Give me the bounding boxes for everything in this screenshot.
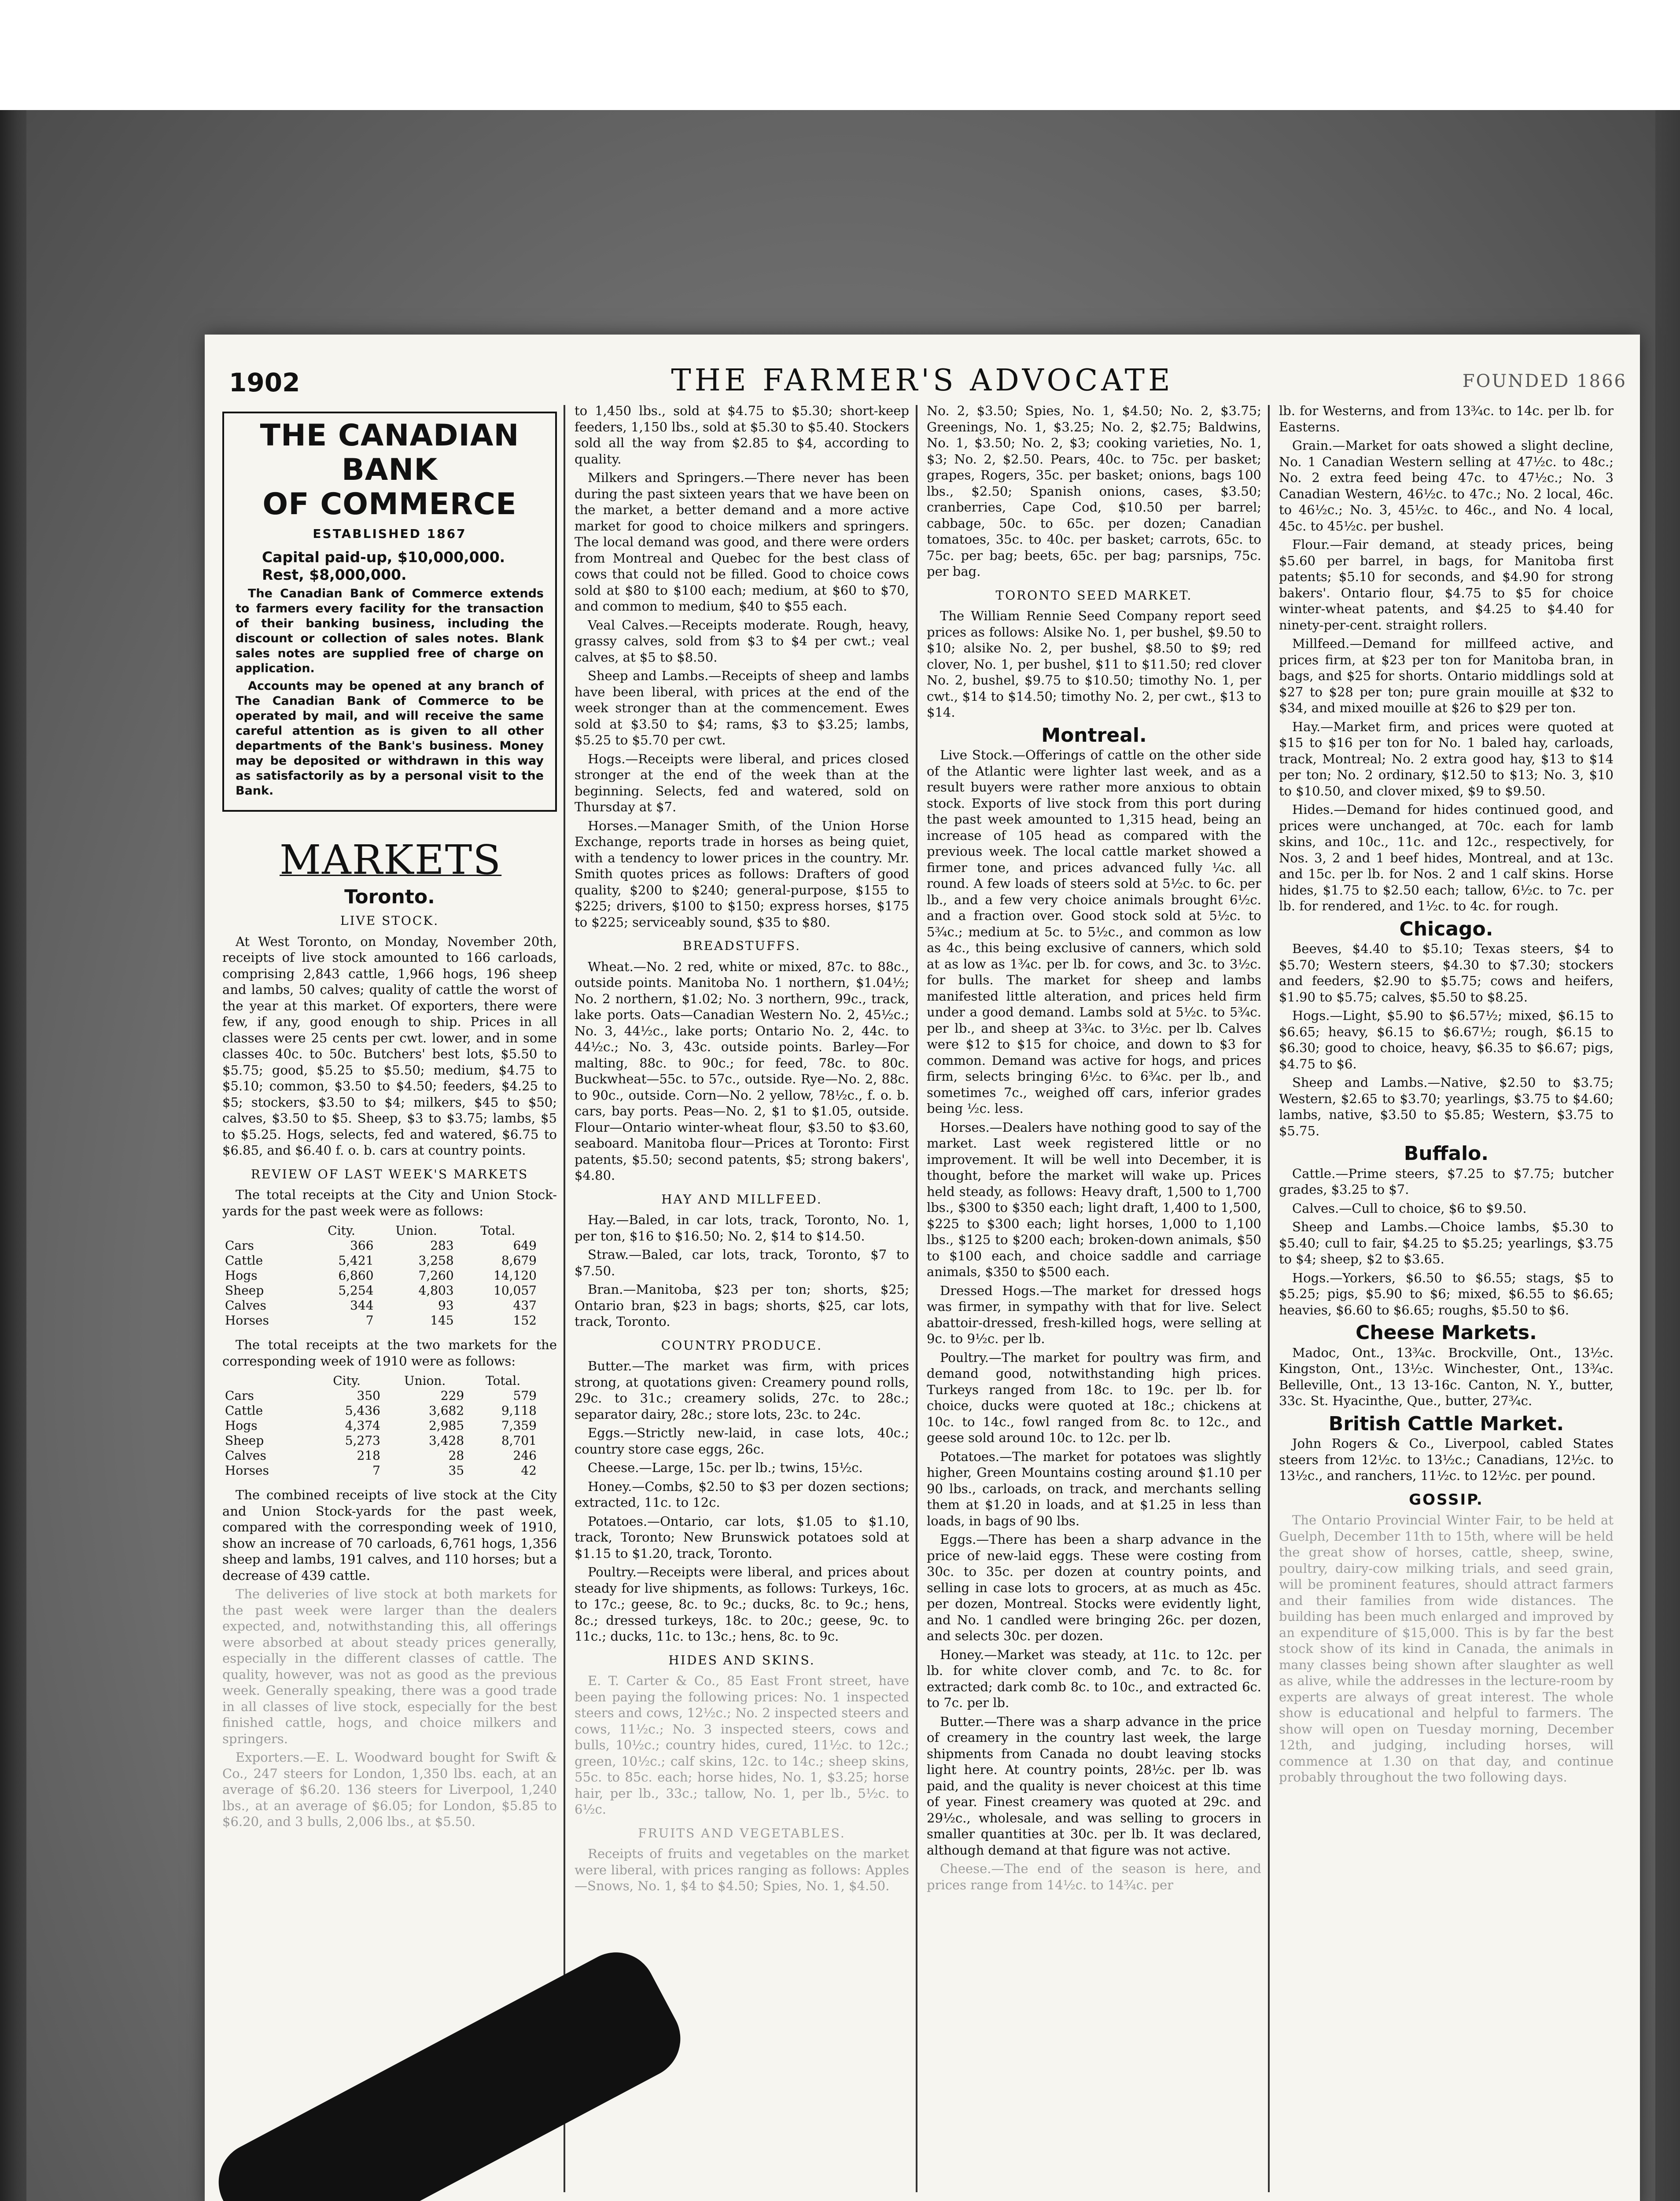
article-paragraph: Milkers and Springers.—There never has been during the past sixteen years that we have been on the market, a better demand and a more active market for good to choice milkers and springers. The local demand was good, and there were orders from Montreal and Quebec for the best class of cows that could not be filled. Good to choice cows sold at $80 to $100 each; medium, at $60 to $70, and common to medium, $40 to $55 each.	[575, 470, 909, 614]
table-row: Cattle 5,421 3,258 8,679	[225, 1253, 537, 1268]
article-paragraph: Hides.—Demand for hides continued good, and prices were unchanged, at 70c. each for lamb skins, and 10c., 11c. and 12c., respectively, for Nos. 3, 2 and 1 beef hides, Montreal, and at 13c. and 15c. per lb. for Nos. 2 and 1 calf skins. Horse hides, $1.75 to $2.50 each; tallow, 6½c. to 7c. per lb. for rendered, and 1½c. to 4c. for rough.	[1279, 802, 1614, 913]
ad-rest: Rest, $8,000,000.	[262, 566, 407, 583]
article-paragraph: Wheat.—No. 2 red, white or mixed, 87c. to 88c., outside points. Manitoba No. 1 northern, $1.04½; No. 2 northern, $1.02; No. 3 northern, 99c., track, lake ports. Oats—Canadian Western No. 2, 45½c.; No. 3, 44½c., lake ports; Ontario No. 2, 44c. to 44½c.; No. 3, 43c. outside points. Barley—For malting, 88c. to 90c.; for feed, 78c. to 80c. Buckwheat—55c. to 57c., outside. Rye—No. 2, 88c. to 90c., outside. Corn—No. 2 yellow, 78½c., f. o. b. cars, bay ports. Peas—No. 2, $1 to $1.05, outside. Flour—Ontario winter-wheat flour, $3.50 to $3.60, seaboard. Manitoba flour—Prices at Toronto: First patents, $5.50; second patents, $5; strong bakers', $4.80.	[575, 959, 909, 1183]
table-row: Cattle 5,436 3,682 9,118	[225, 1403, 537, 1418]
article-paragraph: Sheep and Lambs.—Choice lambs, $5.30 to $5.40; cull to fair, $4.25 to $5.25; yearlings, $3.75 to $4; sheep, $2 to $3.65.	[1279, 1219, 1614, 1266]
article-paragraph: Butter.—The market was firm, with prices strong, at quotations given: Creamery pound rolls, 29c. to 31c.; creamery solids, 27c. to 28c.; separator dairy, 28c.; store lots, 23c. to 24c.	[575, 1358, 909, 1422]
article-paragraph: The Ontario Provincial Winter Fair, to be held at Guelph, December 11th to 15th, where will be held the great show of horses, cattle, sheep, swine, poultry, dairy-cow milking trials, and seed grain, will be prominent features, should attract farmers and their families from wide distances. The building has been much enlarged and improved by an expenditure of $15,000. This is by far the best stock show of its kind in Canada, the animals in many classes being shown after slaughter as well as alive, while the addresses in the lecture-room by experts are always of great interest. The whole show is educational and helpful to farmers. The show will open on Tuesday morning, December 12th, and judging, including horses, will commence at 1.30 on that day, and continue probably throughout the two following days.	[1279, 1513, 1614, 1785]
article-paragraph: Hogs.—Light, $5.90 to $6.57½; mixed, $6.15 to $6.65; heavy, $6.15 to $6.67½; rough, $6.15 to $6.30; good to choice, heavy, $6.35 to $6.67; pigs, $4.75 to $6.	[1279, 1008, 1614, 1071]
receipts-table-1911	[222, 1223, 539, 1328]
table-row: Horses 7 145 152	[225, 1313, 537, 1328]
table-header: Union.	[404, 1373, 446, 1388]
table-header: City.	[328, 1223, 355, 1238]
article-paragraph: Sheep and Lambs.—Receipts of sheep and lambs have been liberal, with prices at the end of the week stronger than at the commencement. Ewes sold at $3.50 to $4; rams, $3 to $3.25; lambs, $5.25 to $5.70 per cwt.	[575, 668, 909, 747]
table-header: Union.	[395, 1223, 437, 1238]
article-paragraph: Hogs.—Yorkers, $6.50 to $6.55; stags, $5 to $5.25; pigs, $5.90 to $6; mixed, $6.55 to $6.65; heavies, $6.60 to $6.65; roughs, $5.50 to $6.	[1279, 1270, 1614, 1318]
column-2	[575, 403, 909, 1897]
table-header: City.	[333, 1373, 361, 1388]
article-paragraph: Sheep and Lambs.—Native, $2.50 to $3.75; Western, $2.65 to $3.70; yearlings, $3.75 to $4.60; lambs, native, $3.50 to $5.85; Western, $3.75 to $5.75.	[1279, 1075, 1614, 1138]
article-paragraph: Veal Calves.—Receipts moderate. Rough, heavy, grassy calves, sold from $3 to $4 per cwt.; veal calves, at $5 to $8.50.	[575, 617, 909, 665]
article-paragraph: Live Stock.—Offerings of cattle on the other side of the Atlantic were lighter last week, and as a result buyers were rather more anxious to obtain stock. Exports of live stock from this port during the past week amounted to 1,315 head, being an increase of 105 head as compared with the previous week. The local cattle market showed a firmer tone, and prices advanced fully ¼c. all round. A few loads of steers sold at 5½c. to 6c. per lb., and a few very choice animals brought 6½c. and a fraction over. Good stock sold at 5½c. to 5¾c.; medium at 5c. to 5½c., and common as low as 4c., this being exclusive of canners, which sold at as low as 1¾c. per lb. for cows, and 3c. to 3½c. for bulls. The market for sheep and lambs manifested little alteration, and prices held firm under a good demand. Lambs sold at 5½c. to 5¾c. per lb., and sheep at 3¾c. to 3½c. per lb. Calves were $12 to $15 for choice, and down to $3 for common. Demand was active for hogs, and prices firm, selects bringing 6½c. to 6¾c. per lb., and sometimes 7c., weighed off cars, inferior grades being ½c. less.	[927, 747, 1261, 1116]
article-paragraph: Poultry.—Receipts were liberal, and prices about steady for live shipments, as follows: Turkeys, 16c. to 17c.; geese, 8c. to 9c.; ducks, 8c. to 9c.; hens, 8c.; dressed turkeys, 18c. to 20c.; geese, 9c. to 11c.; ducks, 11c. to 13c.; hens, 8c. to 9c.	[575, 1564, 909, 1644]
table-header	[222, 1223, 307, 1238]
table-row: Horses 7 35 42	[225, 1463, 537, 1478]
hides-heading: HIDES AND SKINS.	[668, 1653, 815, 1667]
live-stock-subheading: LIVE STOCK.	[340, 913, 439, 928]
article-paragraph: Exporters.—E. L. Woodward bought for Swift & Co., 247 steers for London, 1,350 lbs. each, at an average of $6.20. 136 steers for Liverpool, 1,240 lbs., at an average of $6.05; for London, $5.85 to $6.20, and 3 bulls, 2,006 lbs., at $5.50.	[222, 1750, 557, 1829]
article-paragraph: Horses.—Dealers have nothing good to say of the market. Last week registered little or no improvement. It will be well into December, it is thought, before the market will wake up. Prices held steady, as follows: Heavy draft, 1,500 to 1,700 lbs., $300 to $350 each; light draft, 1,400 to 1,500, $225 to $300 each; light horses, 1,000 to 1,100 lbs., $125 to $200 each; broken-down animals, $50 to $100 each, and choice saddle and carriage animals, $350 to $500 each.	[927, 1119, 1261, 1279]
hay-heading: HAY AND MILLFEED.	[661, 1192, 822, 1207]
table-row: Hogs 4,374 2,985 7,359	[225, 1418, 537, 1433]
article-paragraph: Potatoes.—The market for potatoes was slightly higher, Green Mountains costing around $1.10 per 90 lbs., carloads, on track, and merchants selling them at $1.20 in loads, and at $1.25 in less than loads, in bags of 90 lbs.	[927, 1449, 1261, 1528]
receipts-table-1910	[222, 1373, 539, 1478]
gossip-heading: GOSSIP.	[1409, 1491, 1484, 1509]
article-paragraph: The deliveries of live stock at both markets for the past week were larger than the dealers expected, and, notwithstanding this, all offerings were absorbed at about steady prices generally, especially in the different classes of cattle. The quality, however, was not as good as the previous week. Generally speaking, there was a good trade in all classes of live stock, especially for the best finished cattle, hogs, and choice milkers and springers.	[222, 1586, 557, 1746]
article-paragraph: Potatoes.—Ontario, car lots, $1.05 to $1.10, track, Toronto; New Brunswick potatoes sold at $1.15 to $1.20, track, Toronto.	[575, 1513, 909, 1561]
article-paragraph: Calves.—Cull to choice, $6 to $9.50.	[1292, 1200, 1527, 1216]
table-row: Cars 366 283 649	[225, 1238, 537, 1253]
article-paragraph: Eggs.—There has been a sharp advance in the price of new-laid eggs. These were costing from 30c. to 35c. per dozen at country points, and selling in case lots to grocers, at as much as 45c. per dozen, Montreal. Stocks were evidently light, and No. 1 candled were bringing 26c. per dozen, and selects 30c. per dozen.	[927, 1532, 1261, 1643]
toronto-heading: Toronto.	[344, 885, 435, 908]
table-header: Total.	[486, 1373, 521, 1388]
column-rule	[1268, 405, 1270, 2192]
article-paragraph: Receipts of fruits and vegetables on the market were liberal, with prices ranging as follows: Apples—Snows, No. 1, $4 to $4.50; Spies, No. 1, $4.50.	[575, 1846, 909, 1893]
breadstuffs-heading: BREADSTUFFS.	[682, 939, 801, 953]
table-row: Calves 218 28 246	[225, 1448, 537, 1463]
article-paragraph: Butter.—There was a sharp advance in the price of creamery in the country last week, the large shipments from Canada no doubt leaving stocks light here. At country points, 28½c. per lb. was paid, and the quality is never choicest at this time of year. Finest creamery was quoted at 29c. and 29½c., wholesale, and was selling to grocers in smaller quantities at 30c. per lb. It was declared, although demand at that figure was not active.	[927, 1714, 1261, 1858]
article-paragraph: Grain.—Market for oats showed a slight decline, No. 1 Canadian Western selling at 47½c. to 48c.; No. 2 extra feed being 47c. to 47½c.; No. 3 Canadian Western, 46½c. to 47c.; No. 2 local, 46c. to 46½c.; No. 3, 45½c. to 46c., and No. 4 local, 45c. to 45½c. per bushel.	[1279, 438, 1614, 534]
table-row: Cars 350 229 579	[225, 1388, 537, 1403]
page-header	[205, 359, 1640, 407]
article-paragraph: The total receipts at the City and Union Stock-yards for the past week were as follows:	[222, 1187, 557, 1218]
article-paragraph: Bran.—Manitoba, $23 per ton; shorts, $25; Ontario bran, $23 in bags; shorts, $25, car lots, track, Toronto.	[575, 1282, 909, 1329]
article-paragraph: Flour.—Fair demand, at steady prices, being $5.60 per barrel, in bags, for Manitoba first patents; $5.10 for seconds, and $4.90 for strong bakers'. Ontario flour, $4.75 to $5 for choice winter-wheat patents, and $4.25 to $4.40 for ninety-per-cent. straight rollers.	[1279, 537, 1614, 633]
ad-title-line2: OF COMMERCE	[262, 487, 517, 522]
article-paragraph: Cattle.—Prime steers, $7.25 to $7.75; butcher grades, $3.25 to $7.	[1279, 1166, 1614, 1197]
ad-established: ESTABLISHED 1867	[313, 526, 467, 541]
article-paragraph: At West Toronto, on Monday, November 20th, receipts of live stock amounted to 166 carloads, comprising 2,843 cattle, 1,966 hogs, 196 sheep and lambs, 50 calves; quality of cattle the worst of the year at this market. Of exporters, there were few, if any, good enough to ship. Prices in all classes were 25 cents per cwt. lower, and in some classes 40c. to 50c. Butchers' best lots, $5.50 to $5.75; good, $5.25 to $5.50; medium, $4.75 to $5.10; common, $3.50 to $4.50; feeders, $4.25 to $5; stockers, $3.50 to $4; milkers, $45 to $50; calves, $3.50 to $5. Sheep, $3 to $3.75; lambs, $5 to $5.25. Hogs, selects, fed and watered, $6.75 to $6.85, and $6.40 f. o. b. cars at country points.	[222, 934, 557, 1158]
ad-paragraph: The Canadian Bank of Commerce extends to farmers every facility for the transaction of their banking business, including the discount or collection of sales notes. Blank sales notes are supplied free of charge on application.	[236, 586, 544, 675]
article-paragraph: Cheese.—Large, 15c. per lb.; twins, 15½c.	[588, 1460, 863, 1475]
review-heading: REVIEW OF LAST WEEK'S MARKETS	[251, 1167, 529, 1181]
column-rule	[916, 405, 917, 2192]
table-row: Calves 344 93 437	[225, 1298, 537, 1313]
produce-heading: COUNTRY PRODUCE.	[661, 1338, 823, 1353]
seed-market-heading: TORONTO SEED MARKET.	[995, 588, 1193, 603]
article-paragraph: No. 2, $3.50; Spies, No. 1, $4.50; No. 2, $3.75; Greenings, No. 1, $3.25; No. 2, $2.75; Baldwins, No. 1, $3.50; No. 2, $3; cooking varieties, No. 1, $3; No. 2, $2.50. Pears, 40c. to 75c. per basket; grapes, Rogers, 35c. per basket; onions, bags 100 lbs., $2.50; Spanish onions, cases, $3.50; cranberries, Cape Cod, $10.50 per barrel; cabbage, 50c. to 65c. per dozen; Canadian tomatoes, 35c. to 40c. per basket; carrots, 65c. to 75c. per bag; beets, 65c. per bag; parsnips, 75c. per bag.	[927, 403, 1261, 579]
table-row: Sheep 5,254 4,803 10,057	[225, 1283, 537, 1298]
cheese-markets-heading: Cheese Markets.	[1356, 1321, 1537, 1344]
article-paragraph: Madoc, Ont., 13¾c. Brockville, Ont., 13½c. Kingston, Ont., 13½c. Winchester, Ont., 13¾c. Belleville, Ont., 13 13-16c. Canton, N. Y., butter, 33c. St. Hyacinthe, Que., butter, 27¾c.	[1279, 1345, 1614, 1408]
article-paragraph: Cheese.—The end of the season is here, and prices range from 14½c. to 14¾c. per	[927, 1861, 1261, 1892]
page-number: 1902	[229, 368, 300, 398]
ad-paragraph: Accounts may be opened at any branch of The Canadian Bank of Commerce to be operated by mail, and will receive the same careful attention as is given to all other departments of the Bank's business. Money may be deposited or withdrawn in this way as satisfactorily as by a personal visit to the Bank.	[236, 679, 544, 798]
article-paragraph: Millfeed.—Demand for millfeed active, and prices firm, at $23 per ton for Manitoba bran, in bags, and $25 for shorts. Ontario middlings sold at $27 to $28 per ton; pure grain mouille at $32 to $34, and mixed mouille at $26 to $29 per ton.	[1279, 636, 1614, 715]
publication-title: THE FARMER'S ADVOCATE	[671, 363, 1174, 398]
buffalo-heading: Buffalo.	[1404, 1142, 1489, 1165]
article-paragraph: Beeves, $4.40 to $5.10; Texas steers, $4 to $5.70; Western steers, $4.30 to $7.30; stockers and feeders, $2.90 to $5.75; cows and heifers, $1.90 to $5.75; calves, $5.50 to $8.25.	[1279, 941, 1614, 1005]
article-paragraph: Hay.—Market firm, and prices were quoted at $15 to $16 per ton for No. 1 baled hay, carloads, track, Montreal; No. 2 extra good hay, $13 to $14 per ton; No. 2 ordinary, $12.50 to $13; No. 3, $10 to $10.50, and clover mixed, $9 to $9.50.	[1279, 719, 1614, 799]
article-paragraph: lb. for Westerns, and from 13¾c. to 14c. per lb. for Easterns.	[1279, 403, 1614, 434]
british-cattle-heading: British Cattle Market.	[1328, 1412, 1564, 1435]
article-paragraph: E. T. Carter & Co., 85 East Front street, have been paying the following prices: No. 1 inspected steers and cows, 12½c.; No. 2 inspected steers and cows, 11½c.; No. 3 inspected steers, cows and bulls, 10½c.; country hides, cured, 11½c. to 12c.; green, 10½c.; calf skins, 12c. to 14c.; sheep skins, 55c. to 85c. each; horse hides, No. 1, $3.25; horse hair, per lb., 33c.; tallow, No. 1, per lb., 5½c. to 6½c.	[575, 1673, 909, 1817]
film-border-top	[0, 0, 1680, 110]
article-paragraph: The combined receipts of live stock at the City and Union Stock-yards for the past week, compared with the corresponding week of 1910, show an increase of 70 carloads, 6,761 hogs, 1,356 sheep and lambs, 191 calves, and 110 horses; but a decrease of 439 cattle.	[222, 1487, 557, 1583]
newspaper-page	[205, 335, 1640, 2201]
article-paragraph: to 1,450 lbs., sold at $4.75 to $5.30; short-keep feeders, 1,150 lbs., sold at $5.30 to $5.40. Stockers sold all the way from $2.85 to $4, according to quality.	[575, 403, 909, 467]
fruits-heading: FRUITS AND VEGETABLES.	[638, 1826, 846, 1840]
column-3	[927, 403, 1261, 1896]
montreal-heading: Montreal.	[1041, 724, 1147, 747]
article-paragraph: Straw.—Baled, car lots, track, Toronto, $7 to $7.50.	[575, 1247, 909, 1278]
column-1	[222, 403, 557, 1833]
table-header: Total.	[480, 1223, 516, 1238]
chicago-heading: Chicago.	[1399, 917, 1493, 940]
table-row: Sheep 5,273 3,428 8,701	[225, 1433, 537, 1448]
table-header	[222, 1373, 310, 1388]
column-4	[1279, 403, 1614, 1788]
article-paragraph: Hay.—Baled, in car lots, track, Toronto, No. 1, per ton, $16 to $16.50; No. 2, $14 to $14.50.	[575, 1212, 909, 1244]
article-paragraph: Dressed Hogs.—The market for dressed hogs was firmer, in sympathy with that for live. Select abattoir-dressed, fresh-killed hogs, were selling at 9c. to 9½c. per lb.	[927, 1283, 1261, 1346]
article-paragraph: Honey.—Combs, $2.50 to $3 per dozen sections; extracted, 11c. to 12c.	[575, 1479, 909, 1510]
article-paragraph: John Rogers & Co., Liverpool, cabled States steers from 12½c. to 13½c.; Canadians, 12½c. to 13½c., and ranchers, 11½c. to 12½c. per pound.	[1279, 1436, 1614, 1483]
article-paragraph: The total receipts at the two markets for the corresponding week of 1910 were as follows:	[222, 1337, 557, 1369]
article-paragraph: Honey.—Market was steady, at 11c. to 12c. per lb. for white clover comb, and 7c. to 8c. for extracted; dark comb 8c. to 10c., and extracted 6c. to 7c. per lb.	[927, 1647, 1261, 1710]
article-paragraph: Hogs.—Receipts were liberal, and prices closed stronger at the end of the week than at the beginning. Selects, fed and watered, sold on Thursday at $7.	[575, 751, 909, 814]
article-paragraph: Eggs.—Strictly new-laid, in case lots, 40c.; country store case eggs, 26c.	[575, 1425, 909, 1457]
column-rule	[564, 405, 565, 2192]
markets-heading: MARKETS	[280, 836, 502, 883]
article-paragraph: The William Rennie Seed Company report seed prices as follows: Alsike No. 1, per bushel, $9.50 to $10; alsike No. 2, per bushel, $8.50 to $9; red clover, No. 1, per bushel, $11 to $11.50; red clover No. 2, bushel, $9.75 to $10.50; timothy No. 1, per cwt., $14 to $14.50; timothy No. 2, per cwt., $13 to $14.	[927, 608, 1261, 720]
bank-advertisement	[222, 412, 557, 812]
ad-title-line1: THE CANADIAN BANK	[260, 418, 519, 487]
ad-capital: Capital paid-up, $10,000,000.	[262, 548, 505, 566]
article-paragraph: Poultry.—The market for poultry was firm, and demand good, notwithstanding high prices. Turkeys ranged from 18c. to 19c. per lb. for choice, ducks were quoted at 18c.; chickens at 10c. to 14c., fowl ranged from 8c. to 12c., and geese sold around 10c. to 12c. per lb.	[927, 1350, 1261, 1445]
founded-note: FOUNDED 1866	[1462, 371, 1627, 391]
table-row: Hogs 6,860 7,260 14,120	[225, 1268, 537, 1283]
article-paragraph: Horses.—Manager Smith, of the Union Horse Exchange, reports trade in horses as being quiet, with a tendency to lower prices in the country. Mr. Smith quotes prices as follows: Drafters of good quality, $200 to $240; general-purpose, $155 to $225; drivers, $100 to $150; express horses, $175 to $225; serviceably sound, $35 to $80.	[575, 818, 909, 930]
